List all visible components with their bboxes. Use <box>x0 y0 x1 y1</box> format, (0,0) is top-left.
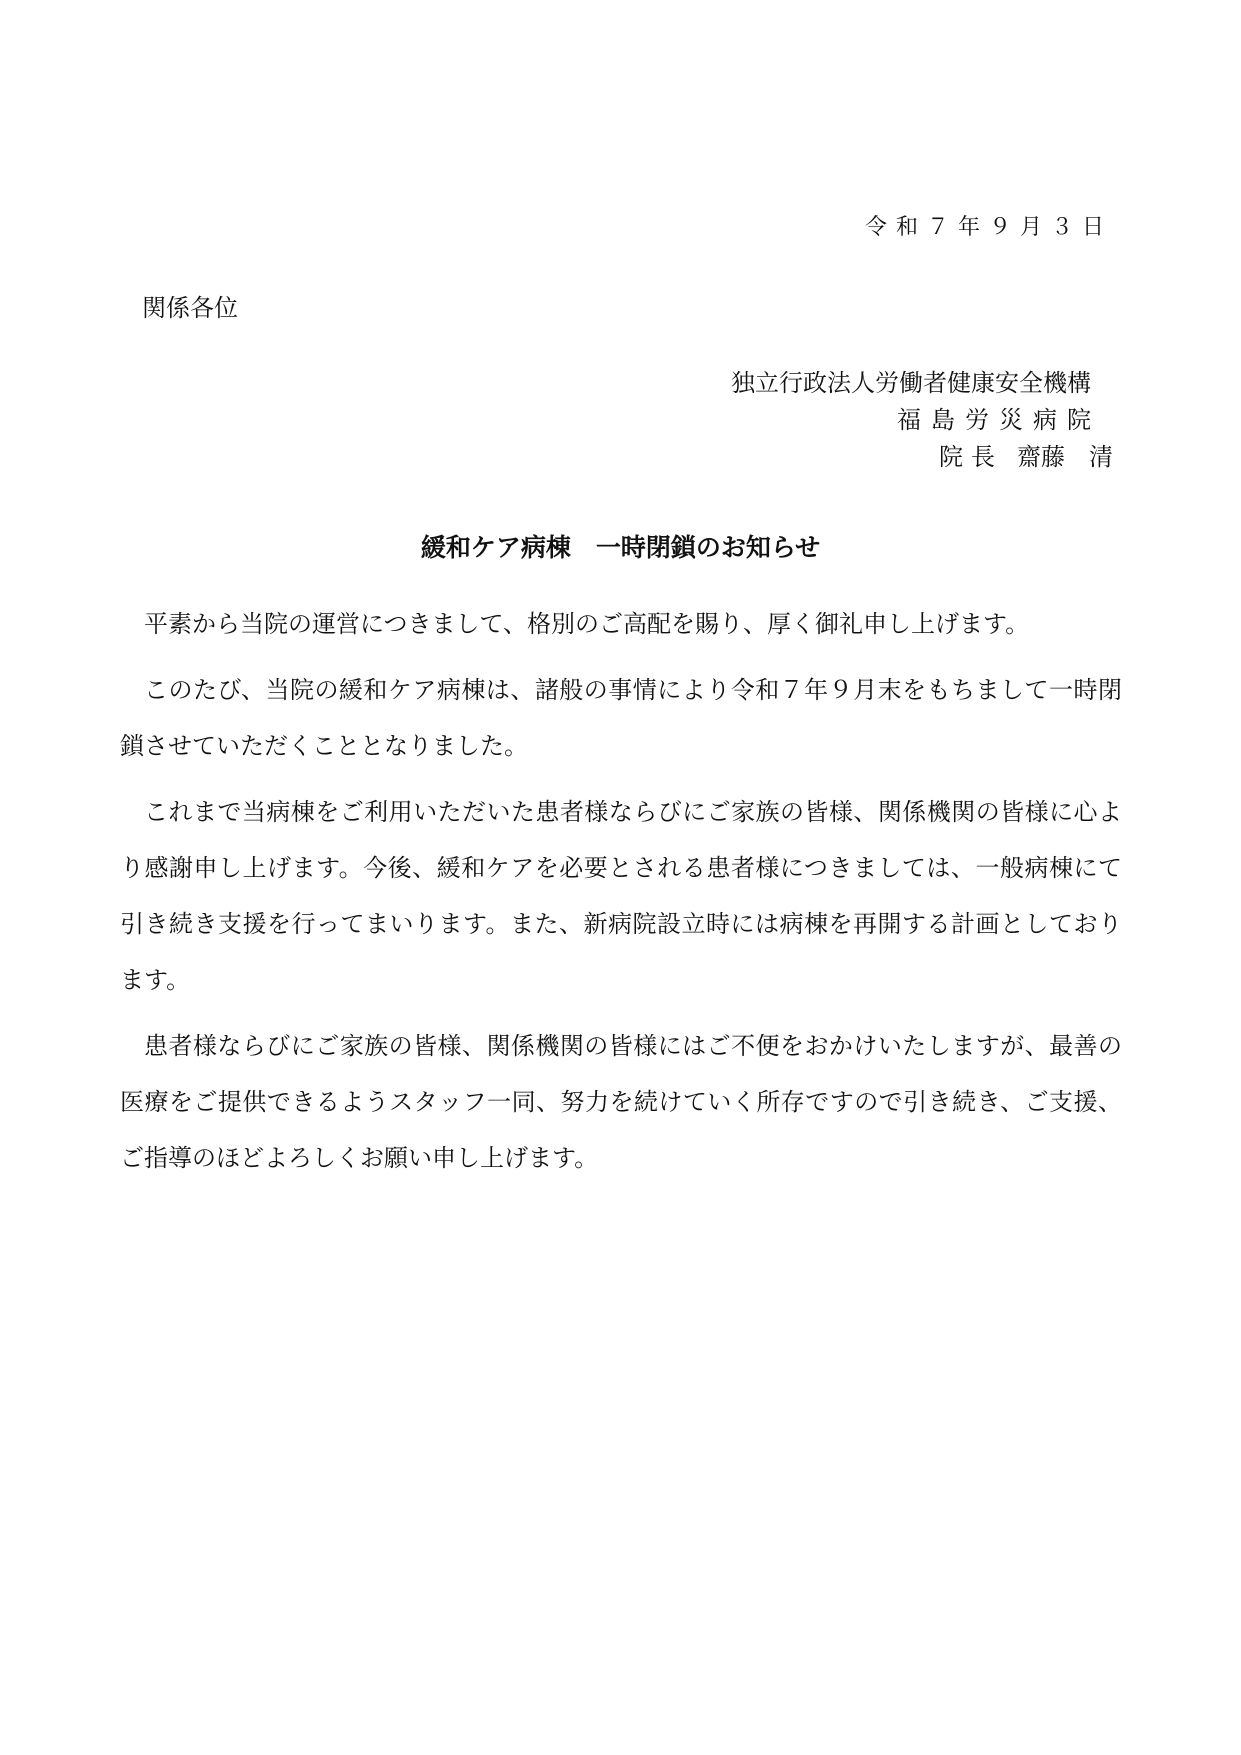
sender-director <box>939 437 1113 472</box>
addressee: 関係各位 <box>142 294 238 322</box>
letter-date: 令和７年９月３日 <box>864 215 1113 240</box>
sender-organization: 独立行政法人労働者健康安全機構 <box>731 369 1091 397</box>
paragraph-thanks: これまで当病棟をご利用いただいた患者様ならびにご家族の皆様、関係機関の皆様に心より感謝申し上げます。今後、緩和ケアを必要とされる患者様につきましては、一般病棟にて引き続き支援を行ってまいります。また、新病院設立時には病棟を再開する計画としております。 <box>120 798 1122 994</box>
paragraph-apology: 患者様ならびにご家族の皆様、関係機関の皆様にはご不便をおかけいたしますが、最善の医療をご提供できるようスタッフ一同、努力を続けていく所存ですので引き続き、ご支援、ご指導のほどよろしくお願い申し上げます。 <box>120 1032 1122 1172</box>
paragraph-closure-notice: このたび、当院の緩和ケア病棟は、諸般の事情により令和７年９月末をもちまして一時閉鎖させていただくこととなりました。 <box>120 676 1122 760</box>
letter-body <box>120 596 1122 1196</box>
notice-title: 緩和ケア病棟 一時閉鎖のお知らせ <box>420 533 821 562</box>
paragraph-greeting: 平素から当院の運営につきまして、格別のご高配を賜り、厚く御礼申し上げます。 <box>144 610 1030 638</box>
sender-hospital: 福島労災病院 <box>897 406 1101 434</box>
director-title: 院長 <box>939 443 1003 471</box>
director-name: 齋藤 清 <box>1017 443 1113 471</box>
